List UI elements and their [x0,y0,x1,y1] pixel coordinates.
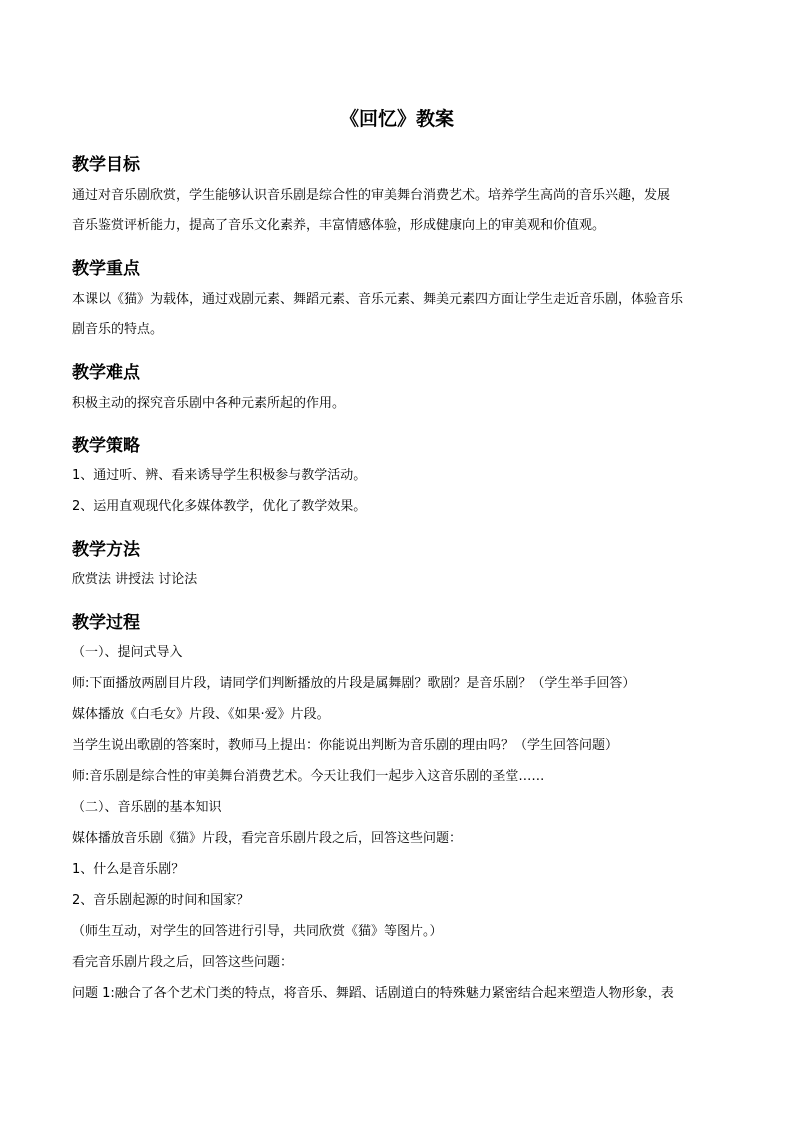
difficulty-line-1: 积极主动的探究音乐剧中各种元素所起的作用。 [72,396,346,411]
heading-goal: 教学目标 [72,155,140,175]
key-line-2: 剧音乐的特点。 [72,322,164,337]
process-line-11: 看完音乐剧片段之后，回答这些问题： [72,955,294,970]
strategy-line-2: 2、运用直观现代化多媒体教学，优化了教学效果。 [72,499,367,514]
process-line-2: 师:下面播放两剧目片段，请同学们判断播放的片段是属舞剧？歌剧？是音乐剧？（学生举手回答） [72,676,636,691]
heading-process: 教学过程 [72,613,140,633]
process-line-7: 媒体播放音乐剧《猫》片段，看完音乐剧片段之后，回答这些问题： [72,831,463,846]
document-title: 《回忆》教案 [339,108,454,130]
process-line-6: （二）、音乐剧的基本知识 [72,800,222,815]
method-line-1: 欣赏法 讲授法 讨论法 [72,572,198,587]
process-line-4: 当学生说出歌剧的答案时，教师马上提出：你能说出判断为音乐剧的理由吗？（学生回答问题） [72,738,619,753]
heading-method: 教学方法 [72,540,140,560]
heading-key: 教学重点 [72,259,140,279]
goal-line-1: 通过对音乐剧欣赏，学生能够认识音乐剧是综合性的审美舞台消费艺术。培养学生高尚的音乐兴趣，发展 [72,188,671,203]
process-line-3: 媒体播放《白毛女》片段、《如果·爱》片段。 [72,707,330,722]
goal-line-2: 音乐鉴赏评析能力，提高了音乐文化素养，丰富情感体验，形成健康向上的审美观和价值观。 [72,218,606,233]
key-line-1: 本课以《猫》为载体，通过戏剧元素、舞蹈元素、音乐元素、舞美元素四方面让学生走近音乐剧，体验音乐 [72,292,684,307]
process-line-9: 2、音乐剧起源的时间和国家？ [72,893,250,908]
heading-strategy: 教学策略 [72,436,140,456]
process-line-12: 问题 1:融合了各个艺术门类的特点，将音乐、舞蹈、话剧道白的特殊魅力紧密结合起来塑造人物形象，表 [72,986,674,1001]
process-line-5: 师:音乐剧是综合性的审美舞台消费艺术。今天让我们一起步入这音乐剧的圣堂…… [72,769,545,784]
heading-difficulty: 教学难点 [72,363,140,383]
strategy-line-1: 1、通过听、辨、看来诱导学生积极参与教学活动。 [72,468,367,483]
process-line-10: （师生互动，对学生的回答进行引导，共同欣赏《猫》等图片。） [72,924,443,939]
process-line-8: 1、什么是音乐剧？ [72,862,185,877]
process-line-1: （一）、提问式导入 [72,645,183,660]
